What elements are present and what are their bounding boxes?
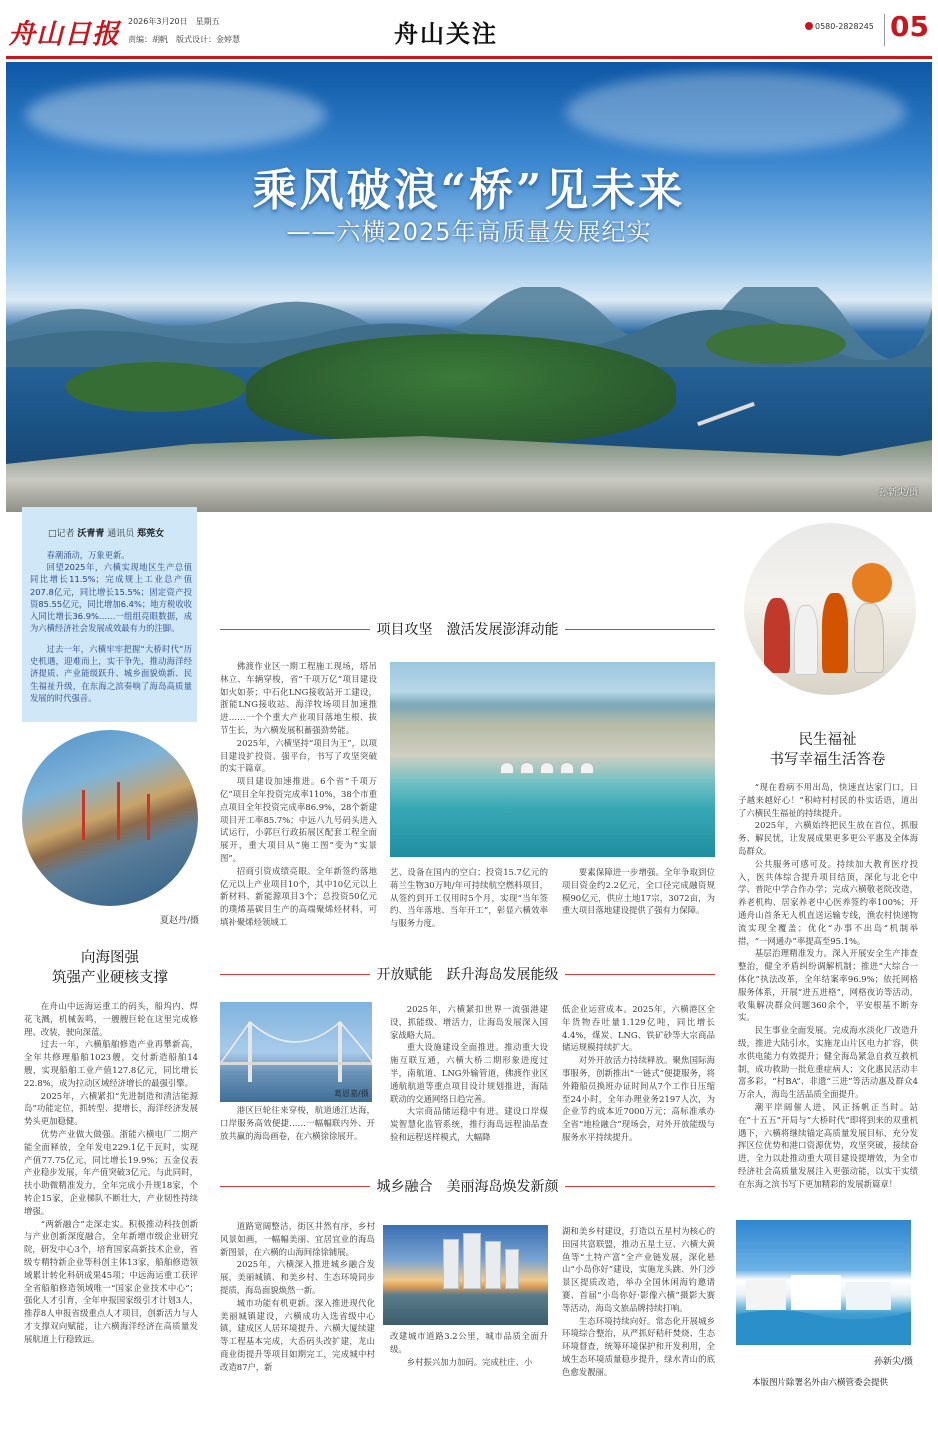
bridge-photo: [220, 1002, 372, 1102]
body-paragraph: 城市功能有机更新。深入推进现代化美丽城镇建设，六横成功入选省级中心镇，建成区人居环境提升、六横大厦续建等工程基本完成，大岙码头改扩建，龙山商业街提升等项目如期完工，完成城中村改造87户，新: [220, 1297, 375, 1372]
tank-shape: [560, 762, 574, 774]
right-subtitle-line: 书写幸福生活答卷: [769, 752, 886, 768]
body-paragraph: 潮平岸阔催人进，风正扬帆正当时。站在“十五五”开局与“大桥时代”即将到来的双重机遇下，六横将继续锚定高质量发展目标，充分发挥区位优势和港口资源优势，攻坚突破，接续奋进，全力以赴推动重大项目建设提增效，为全市经济社会高质量发展注入更强动能，以实干实绩在东海之滨书写下更加精彩的发展新篇章！: [738, 1101, 918, 1189]
body-paragraph: 在舟山中远海运重工的码头，船坞内、焊花飞溅，机械轰鸣，一艘艘巨轮在这里完成修理、改装，驶向深蓝。: [24, 1001, 198, 1037]
page-number: 05: [890, 10, 929, 43]
lead-paragraph: [30, 549, 192, 634]
section1-column: [562, 866, 715, 917]
city-skyline-photo: [383, 1225, 548, 1325]
page-divider: [884, 14, 885, 46]
body-paragraph: 项目建设加速推进。6个省“千项万亿”项目全年投资完成率110%，38个市重点项目全年投资完成率86.9%，28个新建项目开工率85.7%；中远八九号码头进入试运行，小郭巨行政拓展区配套工程全面展开，重大项目从“施工图”变为“实景图”。: [220, 776, 377, 863]
section2-title: 开放赋能 跃升海岛发展能级: [376, 967, 559, 983]
children-photo: [741, 520, 919, 698]
left-subtitle-line: 筑强产业硬核支撑: [52, 970, 168, 986]
body-paragraph: “现在看病不用出岛，快速直达家门口，日子越来越好心！”积峙村村民的朴实话语，道出了六横民生福祉的持续提升。: [738, 782, 918, 818]
heading-rule: [220, 974, 370, 975]
body-paragraph: 2025年，六横坚持“项目为王”，以项目建设扩投资、强平台，书写了攻坚突破的实干篇章。: [220, 737, 377, 774]
body-paragraph: 艺、设备在国内的空白；投资15.7亿元的蒋兰生物30万吨/年可持续航空燃料项目，从签约到开工仅用时5个月，实现“当年签约、当年落地、当年开工”，彰显六横效率与服务力度。: [390, 867, 548, 929]
hero-cloud: [566, 72, 906, 152]
body-paragraph: 优势产业做大做强。浙能六横电厂二期产能全面释放，全年发电229.1亿千瓦时，实现产值77.75亿元，同比增长19.9%；五金仪表产业稳步发展，年产值突破3亿元。与此同时，扶小助微精准发力，全年完成小升规18家，个转企15家，企业梯队不断壮大，产业韧性持续增强。: [24, 1128, 198, 1216]
heading-rule: [220, 1186, 370, 1187]
section1-column: [390, 866, 548, 930]
heading-rule: [565, 974, 715, 975]
section3-column: [562, 1225, 715, 1379]
body-paragraph: “两新融合”走深走实。积极推动科技创新与产业创新深度融合，全年新增市级企业研究院，研发中心3个，培育国家高新技术企业，省级专精特新企业等科创主体13家，船舶修造领域累计转化科研成果45项；中远海运重工获评全省船舶修造领域唯一“国家企业技术中心”；强化人才引育，全年申报国家级引才计划3人，推荐8人申报省级重点人才项目，创新活力与人才支撑双向赋能，让六横海洋经济在高质量发展航道上行稳致远。: [24, 1218, 198, 1344]
section2-column: [390, 1003, 548, 1144]
phone-icon: [805, 22, 813, 30]
section2-column: [220, 1104, 375, 1142]
body-paragraph: 重大设施建设全面推进。推动重大设施互联互通，六横大桥二期形象进度过半，南航道、LNG外输管道，佛渡作业区通航航道等重点项目设计规划推进，海陆联动的交通网络日趋完善。: [390, 1042, 548, 1104]
body-paragraph: 对外开放活力持续释放。聚焦国际海事服务，创新推出“一链式”便捷服务，将外籍船员换班办证时间从7个工作日压缩至24小时，全年办理业务2197人次，为企业节约成本近7000万元；高标准承办全省“地检融合”现场会，对外开放能级与服务水平持续提升。: [562, 1055, 715, 1142]
tank-shape: [520, 762, 534, 774]
bridge-photo-credit: 葛恩嘉/摄: [334, 1089, 369, 1098]
byline-correspondent: 郑莞女: [137, 529, 165, 539]
section2-heading: [220, 963, 715, 987]
date-line: 2026年3月20日 星期五: [128, 17, 220, 26]
section3-column: [390, 1330, 548, 1368]
body-paragraph: 2025年，六横深入推进城乡融合发展，美丽城镇、和美乡村、生态环境同步提质，海岛面貌焕然一新。: [220, 1259, 375, 1295]
person-shape: [854, 603, 884, 673]
tank-shape: [540, 762, 554, 774]
masthead: [0, 0, 938, 60]
right-subtitle: [735, 730, 920, 770]
body-paragraph: 生态环境持续向好。常态化开展城乡环境综合整治，从严抓好秸秆焚烧、生态环境督查，统筹环境保护和开发利用，全域生态环境质量稳步提升，绿水青山的底色愈发靓丽。: [562, 1315, 715, 1377]
section3-heading: [220, 1175, 715, 1199]
body-paragraph: 过去一年，六横船舶修造产业再攀新高，全年共修理船舶1023艘，交付新造船舶14艘，实现船舶工业产值127.8亿元，同比增长22.8%，成为拉动区域经济增长的最强引擎。: [24, 1039, 198, 1088]
body-paragraph: 公共服务可感可及。持续加大教育医疗投入，医共体综合提升项目结顶，深化与北仑中学、普陀中学合作办学；完成六横敬老院改造，养老机构、居家养老中心医养签约率100%；开通舟山首条无人机直送运输专线，渔农村快递物流实现全覆盖；优化“办事不出岛”机制举措，“一网通办”率提高至95.1%。: [738, 858, 918, 946]
tower-shape: [485, 1241, 501, 1289]
hotline-number: 0580-2828245: [815, 22, 874, 31]
hero-foreground-town: [6, 432, 932, 512]
village-photo-credit: 孙新尖/摄: [874, 1357, 914, 1367]
hero-island: [706, 324, 846, 364]
village-photo: [736, 1220, 911, 1345]
right-body: [738, 781, 918, 1191]
body-paragraph: 低企业运营成本。2025年，六横港区全年货物吞吐量1.129亿吨，同比增长4.4%，煤炭、LNG、铁矿砂等大宗商品储运规模持续扩大。: [562, 1004, 715, 1053]
body-paragraph: 2025年，六横紧扣“先进制造和清洁能源岛”功能定位，抓转型、提增长，海洋经济发展势头更加稳健。: [24, 1090, 198, 1127]
shipyard-photo-credit: 夏赵丹/摄: [160, 916, 200, 926]
body-paragraph: 改建城市道路3.2公里，城市品质全面升级。: [390, 1331, 548, 1354]
body-paragraph: 2025年，六横始终把民生放在首位，抓服务、解民忧，让发展成果更多更公平惠及全体海岛群众。: [738, 820, 918, 856]
crane-shape: [147, 794, 150, 840]
person-shape: [822, 593, 848, 673]
body-paragraph: 港区巨轮往来穿梭，航道通江达海，口岸服务高效便捷……一幅幅联内外、开放共赢的海岛画卷，在六横徐徐展开。: [220, 1105, 375, 1141]
tank-shape: [580, 762, 594, 774]
body-paragraph: 道路宽阔整洁，街区井然有序，乡村风景如画，一幅幅美丽、宜居宜业的海岛新图景，在六横的山海间徐徐铺展。: [220, 1221, 375, 1257]
subheadline: ——六横2025年高质量发展纪实: [286, 218, 652, 246]
body-paragraph: 湖和美乡村建设，打造以五星村为核心的田园共富联盟，推动五星土豆、六横大黄鱼等“土特产富”全产业链发展，深化悬山“小岛你好”建设，实施龙头跳、外门沙景区提质改造，举办全国休闲海钓邀请赛、首届“小岛你好·影像六横”摄影大赛等活动，海岛文旅品牌持续打响。: [562, 1226, 715, 1313]
headline: 乘风破浪“桥”见未来: [252, 165, 686, 216]
lng-terminal-photo: [390, 662, 715, 857]
body-paragraph: 基层治理精准发力。深入开展安全生产排查整治，健全矛盾纠纷调解机制；推进“大综合一体化”执法改革，全年结案率96.9%；依托网格服务体系，开展“进五进格”，网格夜访等活动，收集解决群众问题360余个，平安根基不断夯实。: [738, 948, 918, 1023]
byline-correspondent-prefix: 通讯员: [107, 529, 135, 539]
bridge-illustration: [220, 1002, 372, 1102]
section-name: 舟山关注: [394, 19, 498, 48]
lead-paragraph-line: 回望2025年，六横实现地区生产总值同比增长11.5%；完成规上工业总产值207.8亿元，同比增长15.5%；固定资产投资85.55亿元，同比增加6.4%；地方税收收入同比增长36.9%……一组组亮眼数据，成为六横经济社会发展成效最有力的注脚。: [30, 562, 192, 634]
body-paragraph: 要素保障进一步增强。全年争取到位项目资金约2.2亿元，全口径完成融资规模90亿元，供应土地17宗，3072亩，为重大项目落地建设提供了强有力保障。: [562, 867, 715, 916]
mascot-shape: [852, 563, 892, 603]
body-paragraph: 佛渡作业区一期工程施工现场，塔吊林立、车辆穿梭，省“千项万亿”项目建设如火如荼；中石化LNG接收站开工建设，浙能LNG接收站、海洋牧场项目加速推进……一个个重大产业项目落地生根、拔节生长，为六横发展积蓄强劲势能。: [220, 661, 377, 735]
heading-rule: [220, 629, 370, 630]
masthead-rule: [6, 56, 932, 59]
heading-rule: [565, 1186, 715, 1187]
hero-photo-credit: 孙新尖/摄: [879, 488, 919, 498]
crane-shape: [117, 782, 120, 840]
paper-name-logo: 舟山日报: [8, 19, 120, 50]
body-paragraph: 招商引资成绩亮眼。全年新签约落地亿元以上产业项目10个，其中10亿元以上新材料、新能源项目3个；总投资50亿元的璞烯基碳目生产的高端聚烯烃材料，可填补聚烯烃领域工: [220, 865, 377, 927]
left-subtitle-line: 向海图强: [81, 950, 139, 966]
heading-rule: [565, 629, 715, 630]
village-illustration: [736, 1220, 911, 1345]
hero-photo: [6, 62, 932, 512]
body-paragraph: 大宗商品储运稳中有进。建设口岸煤炭智慧化监管系统，推行海岛远程油品查验和远程送样模式，大幅降: [390, 1106, 548, 1142]
tower-shape: [505, 1249, 519, 1289]
byline: [48, 526, 164, 539]
editor-line: 责编：胡帆 版式设计：金婷慧: [128, 35, 240, 44]
hero-cloud: [26, 80, 326, 150]
tank-shape: [500, 762, 514, 774]
lead-paragraph-line: 春潮涌动，万象更新。: [46, 550, 130, 560]
footer-note: 本版图片除署名外由六横管委会提供: [752, 1378, 889, 1388]
lead-paragraph: 过去一年，六横牢牢把握“大桥时代”历史机遇，迎难而上，实干争先，推动海洋经济提质、产业能级跃升、城乡面貌焕新、民生福祉升级，在东海之滨奏响了海岛高质量发展的时代强音。: [30, 644, 192, 703]
hero-island: [66, 362, 246, 412]
hero-island: [246, 334, 676, 444]
left-subtitle: [22, 948, 198, 988]
body-paragraph: 民生事业全面发展。完成海水淡化厂改造升级，推进大陆引水，实施龙山片区电力扩容，供水供电能力有效提升；健全海岛紧急自救互救机制，成功救助一批危重症病人；文化惠民活动丰富多彩，“村BA”、非遗“三进”等活动惠及群众4万余人，海岛生活品质全面提升。: [738, 1025, 918, 1100]
shipyard-photo: [22, 730, 198, 906]
byline-reporter: 沃青青: [77, 529, 105, 539]
tower-shape: [443, 1239, 459, 1289]
byline-prefix: □记者: [48, 529, 75, 539]
section3-title: 城乡融合 美丽海岛焕发新颜: [376, 1179, 559, 1195]
right-subtitle-line: 民生福祉: [798, 732, 857, 748]
person-shape: [794, 605, 818, 675]
crane-shape: [82, 790, 85, 840]
body-paragraph: 乡村振兴加力加码。完成杜庄、小: [406, 1356, 533, 1367]
left-body: [24, 1000, 198, 1346]
section1-heading: [220, 618, 715, 642]
section3-column: [220, 1220, 375, 1374]
section1-title: 项目攻坚 激活发展澎湃动能: [376, 622, 559, 638]
hero-bridge: [697, 402, 755, 426]
person-shape: [764, 598, 790, 673]
hotline: [805, 22, 874, 31]
tower-shape: [463, 1233, 481, 1289]
body-paragraph: 2025年，六横紧扣世界一流强港建设，抓能级、增活力，让海岛发展深入国家战略大局。: [390, 1004, 548, 1040]
section2-column: [562, 1003, 715, 1144]
section1-column: [220, 660, 377, 929]
